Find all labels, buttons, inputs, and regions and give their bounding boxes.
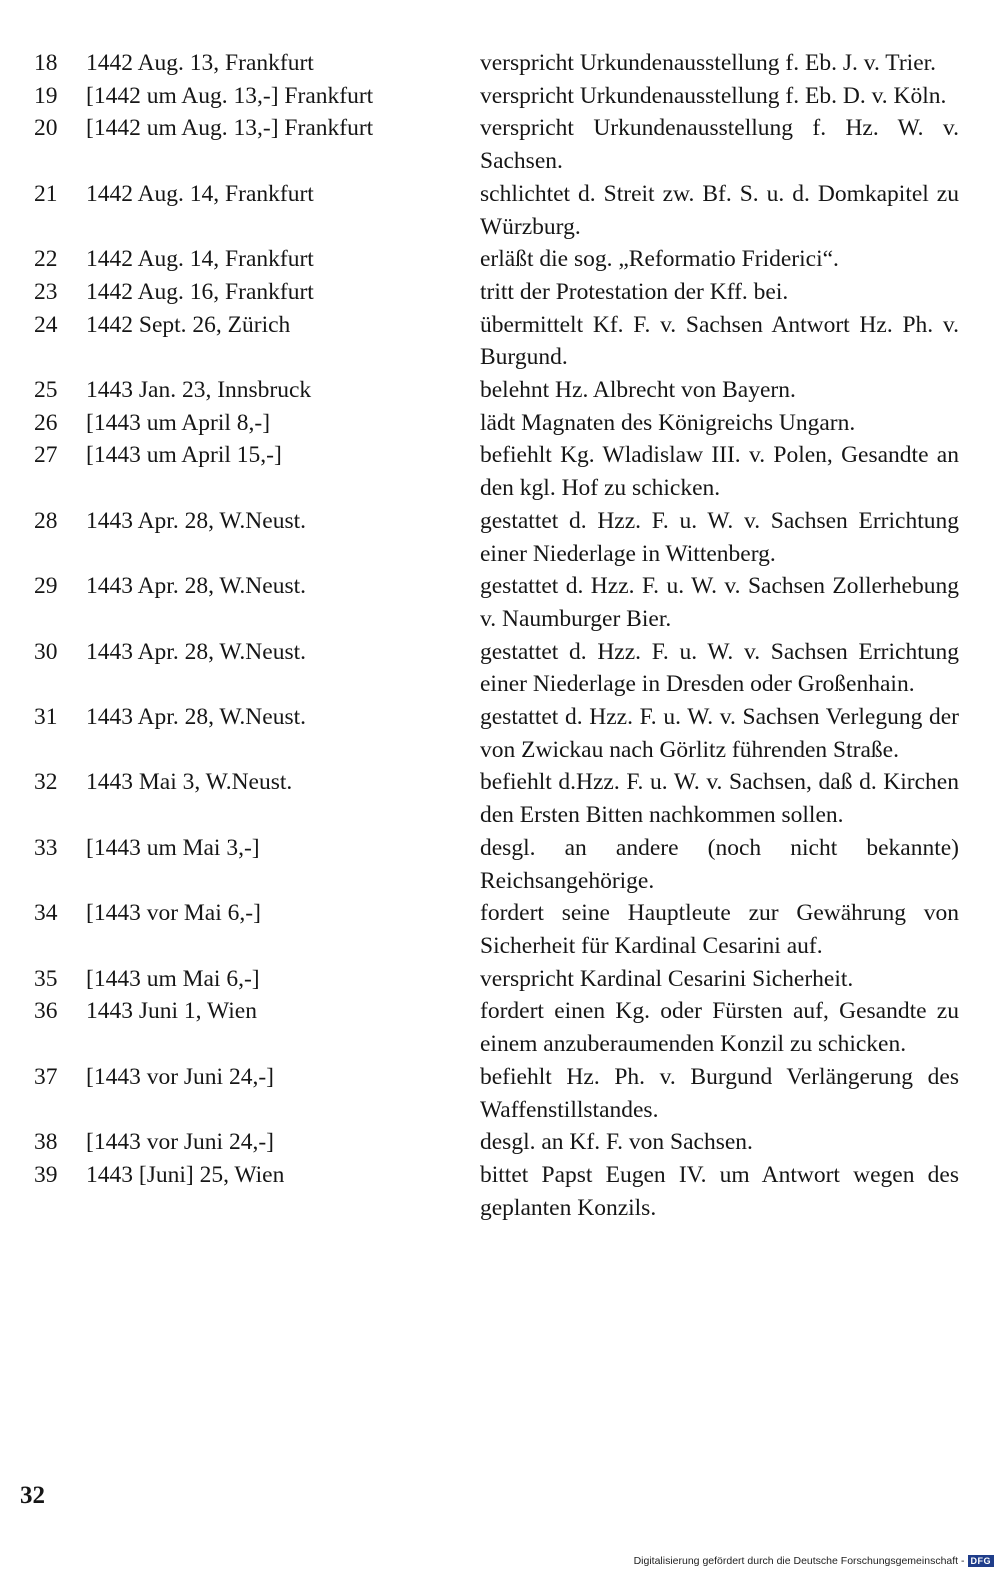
- footer-credit: Digitalisierung gefördert durch die Deutsche Forschungsgemeinschaft -: [633, 1555, 965, 1567]
- entry-number: 26: [34, 409, 58, 436]
- entry-row: [34, 505, 959, 570]
- entry-text: tritt der Protestation der Kff. bei.: [480, 278, 789, 305]
- entries-body: [34, 47, 959, 1224]
- entry-row: [34, 276, 959, 309]
- entry-date: [1443 um April 15,-]: [86, 442, 282, 469]
- entry-date: [1443 vor Juni 24,-]: [86, 1063, 274, 1090]
- entry-text: verspricht Urkundenausstellung f. Hz. W. v. Sachsen.: [480, 115, 959, 175]
- entry-number: 37: [34, 1063, 58, 1090]
- entry-row: [34, 47, 959, 80]
- entry-text: befiehlt d.Hzz. F. u. W. v. Sachsen, daß d. Kirchen den Ersten Bitten nachkommen sollen.: [480, 769, 959, 829]
- entry-date: 1442 Aug. 14, Frankfurt: [86, 180, 314, 207]
- entry-number: 36: [34, 998, 58, 1025]
- entry-text: desgl. an Kf. F. von Sachsen.: [480, 1129, 753, 1156]
- entry-date: [1443 um Mai 6,-]: [86, 965, 260, 992]
- entry-number: 25: [34, 377, 58, 404]
- entry-row: [34, 1061, 959, 1126]
- entry-date: 1442 Aug. 16, Frankfurt: [86, 278, 314, 305]
- entry-row: [34, 832, 959, 897]
- entry-row: [34, 112, 959, 177]
- entry-number: 38: [34, 1129, 58, 1156]
- entry-date: [1443 um April 8,-]: [86, 409, 271, 436]
- entry-text: bittet Papst Eugen IV. um Antwort wegen des geplanten Konzils.: [480, 1161, 959, 1221]
- entry-text: gestattet d. Hzz. F. u. W. v. Sachsen Verlegung der von Zwickau nach Görlitz führenden Straße.: [480, 704, 959, 763]
- entry-text: fordert einen Kg. oder Fürsten auf, Gesandte zu einem anzuberaumenden Konzil zu schicken.: [480, 998, 959, 1058]
- entry-row: [34, 1159, 959, 1224]
- footer: [634, 1555, 994, 1567]
- entry-date: [1442 um Aug. 13,-] Frankfurt: [86, 82, 374, 109]
- entry-date: 1443 [Juni] 25, Wien: [86, 1161, 285, 1188]
- entry-number: 18: [34, 50, 58, 76]
- entry-date: 1442 Aug. 13, Frankfurt: [86, 50, 314, 76]
- entry-row: [34, 766, 959, 831]
- entry-text: gestattet d. Hzz. F. u. W. v. Sachsen Zollerhebung v. Naumburger Bier.: [480, 573, 959, 632]
- entry-number: 34: [34, 900, 58, 927]
- entry-date: 1442 Sept. 26, Zürich: [86, 311, 291, 338]
- entry-row: [34, 374, 959, 407]
- entry-date: [1442 um Aug. 13,-] Frankfurt: [86, 115, 374, 142]
- entry-text: übermittelt Kf. F. v. Sachsen Antwort Hz. Ph. v. Burgund.: [480, 311, 959, 371]
- entry-date: 1443 Apr. 28, W.Neust.: [86, 638, 307, 665]
- entry-number: 27: [34, 442, 58, 469]
- entry-date: [1443 um Mai 3,-]: [86, 834, 260, 861]
- entry-number: 29: [34, 573, 58, 600]
- entry-text: gestattet d. Hzz. F. u. W. v. Sachsen Errichtung einer Niederlage in Dresden oder Großenhain.: [480, 638, 959, 698]
- entry-number: 20: [34, 115, 58, 142]
- entry-date: 1443 Mai 3, W.Neust.: [86, 769, 293, 796]
- regest-table: [34, 47, 959, 1224]
- entry-text: schlichtet d. Streit zw. Bf. S. u. d. Domkapitel zu Würzburg.: [480, 180, 959, 240]
- entry-text: erläßt die sog. „Reformatio Friderici“.: [480, 246, 839, 273]
- entry-date: 1443 Juni 1, Wien: [86, 998, 257, 1025]
- entry-row: [34, 570, 959, 635]
- entry-number: 33: [34, 834, 58, 861]
- entry-row: [34, 178, 959, 243]
- page-number: 32: [20, 1482, 45, 1509]
- entry-text: verspricht Urkundenausstellung f. Eb. D. v. Köln.: [480, 82, 947, 109]
- entry-row: [34, 439, 959, 504]
- entry-number: 19: [34, 82, 58, 109]
- entry-row: [34, 1126, 959, 1159]
- entry-date: 1443 Jan. 23, Innsbruck: [86, 377, 312, 404]
- entry-date: 1442 Aug. 14, Frankfurt: [86, 246, 314, 273]
- entry-text: verspricht Kardinal Cesarini Sicherheit.: [480, 965, 854, 992]
- entry-date: 1443 Apr. 28, W.Neust.: [86, 573, 307, 600]
- entry-text: verspricht Urkundenausstellung f. Eb. J. v. Trier.: [480, 50, 937, 76]
- entry-number: 23: [34, 278, 58, 305]
- entry-number: 31: [34, 704, 58, 731]
- entry-row: [34, 243, 959, 276]
- entry-row: [34, 963, 959, 996]
- entry-row: [34, 897, 959, 962]
- entry-row: [34, 407, 959, 440]
- entry-date: 1443 Apr. 28, W.Neust.: [86, 507, 307, 534]
- entry-number: 39: [34, 1161, 58, 1188]
- entry-row: [34, 636, 959, 701]
- entry-text: desgl. an andere (noch nicht bekannte) Reichsangehörige.: [480, 834, 959, 894]
- entry-number: 30: [34, 638, 58, 665]
- entry-number: 35: [34, 965, 58, 992]
- entry-row: [34, 309, 959, 374]
- entry-text: lädt Magnaten des Königreichs Ungarn.: [480, 409, 856, 436]
- entry-row: [34, 995, 959, 1060]
- entry-number: 28: [34, 507, 58, 534]
- entry-text: belehnt Hz. Albrecht von Bayern.: [480, 377, 796, 404]
- entry-number: 24: [34, 311, 58, 338]
- entry-text: gestattet d. Hzz. F. u. W. v. Sachsen Errichtung einer Niederlage in Wittenberg.: [480, 507, 959, 567]
- entry-text: fordert seine Hauptleute zur Gewährung von Sicherheit für Kardinal Cesarini auf.: [480, 900, 959, 959]
- entry-text: befiehlt Hz. Ph. v. Burgund Verlängerung des Waffenstillstandes.: [480, 1063, 959, 1123]
- entry-row: [34, 701, 959, 766]
- entry-number: 32: [34, 769, 58, 796]
- entry-number: 21: [34, 180, 58, 207]
- entry-date: 1443 Apr. 28, W.Neust.: [86, 704, 307, 731]
- entry-text: befiehlt Kg. Wladislaw III. v. Polen, Gesandte an den kgl. Hof zu schicken.: [480, 442, 959, 502]
- dfg-logo-icon: DFG: [968, 1555, 995, 1567]
- entry-date: [1443 vor Juni 24,-]: [86, 1129, 274, 1156]
- entry-row: [34, 80, 959, 113]
- entry-number: 22: [34, 246, 58, 273]
- entry-date: [1443 vor Mai 6,-]: [86, 900, 261, 927]
